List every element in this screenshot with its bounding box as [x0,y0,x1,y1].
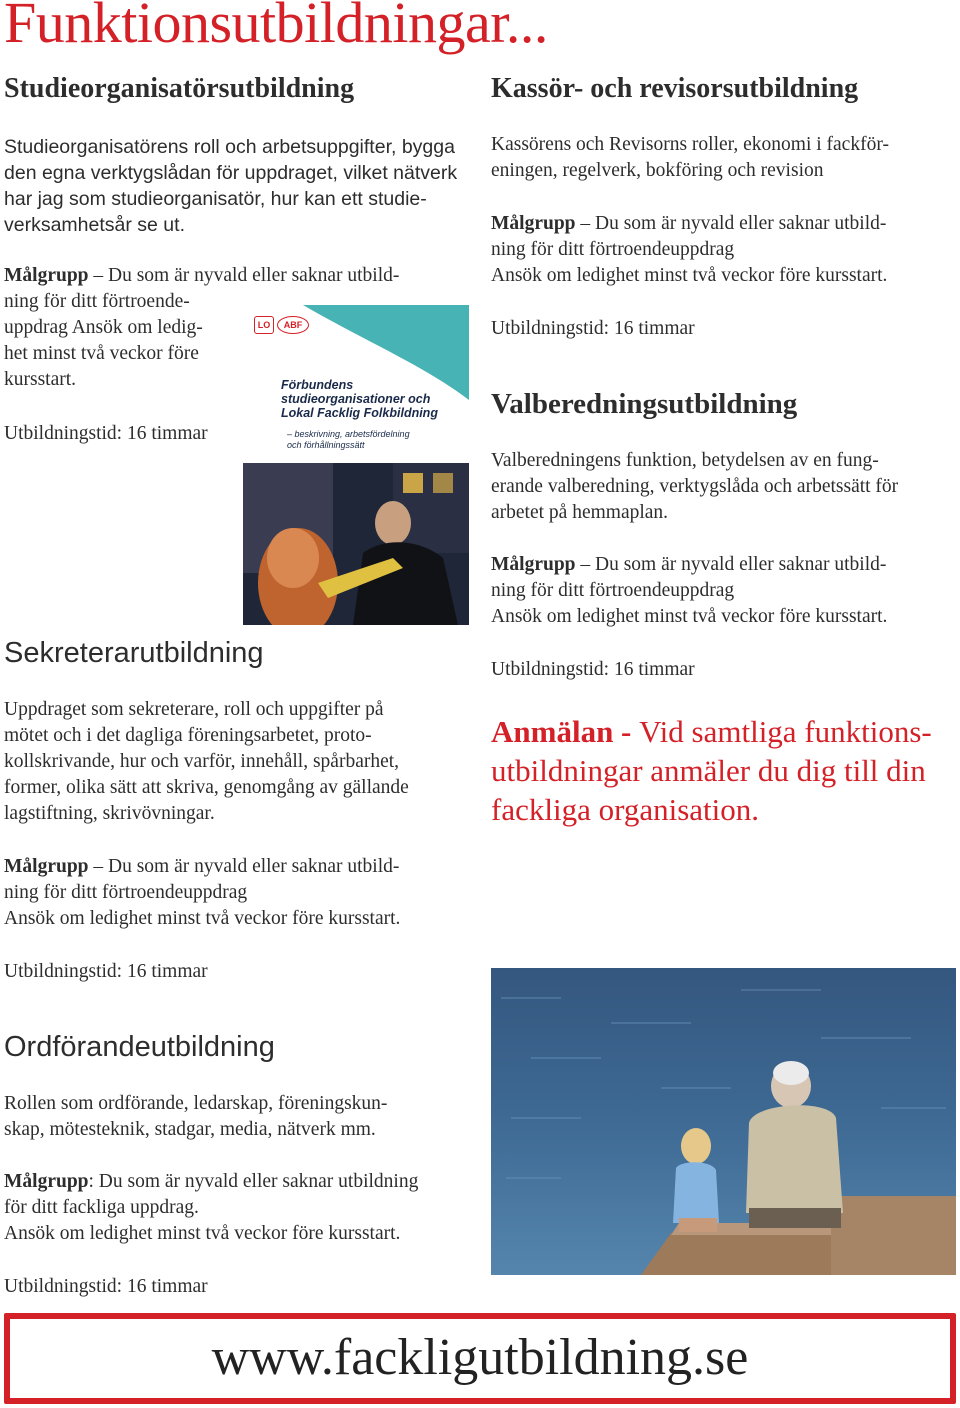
anmalan-notice [491,712,932,829]
brochure-subtitle-line: – beskrivning, arbetsfördelning [287,429,410,439]
text-line: – Du som är nyvald eller saknar utbild- [88,265,400,286]
valberedning-description [491,448,898,526]
anmalan-line: Vid samtliga funktions- [639,714,932,749]
footer-banner [4,1313,956,1404]
text-line: Ansök om ledighet minst två veckor före kursstart. [491,606,888,627]
brochure-title-line: Förbundens [281,378,354,392]
footer-inner [10,1319,950,1398]
kassor-description [491,132,889,184]
text-line: lagstiftning, skrivövningar. [4,803,215,824]
kassor-duration: Utbildningstid: 16 timmar [491,318,695,339]
page-title: Funktionsutbildningar... [4,0,548,55]
text-line: kursstart. [4,369,77,390]
text-line: ning för ditt förtroende- [4,291,190,312]
text-line: erande valberedning, verktygslåda och arbetssätt för [491,476,899,497]
malgrupp-label: Målgrupp [491,554,576,575]
studieorganisator-description [4,134,457,238]
text-line: Ansök om ledighet minst två veckor före kursstart. [491,265,888,286]
malgrupp-label: Målgrupp [4,1171,89,1192]
malgrupp-label: Målgrupp [4,265,89,286]
brochure-cover-image [243,305,469,625]
anmalan-line: utbildningar anmäler du dig till din [491,753,926,788]
text-line: eningen, regelverk, bokföring och revision [491,160,824,181]
text-line: former, olika sätt att skriva, genomgång av gällande [4,777,409,798]
abf-logo: ABF [277,316,309,334]
text-line: har jag som studieorganisatör, hur kan ett studie- [4,188,427,210]
lake-photo [491,968,956,1275]
brochure-title-line: studieorganisationer och [281,392,431,406]
brochure-title [281,378,469,420]
text-line: kollskrivande, hur och varför, innehåll, spårbarhet, [4,751,400,772]
text-line: arbetet på hemmaplan. [491,502,669,523]
lake-scene [491,968,956,1275]
anmalan-line: fackliga organisation. [491,792,760,827]
brochure-photo-scene [243,463,469,625]
text-line: Ansök om ledighet minst två veckor före kursstart. [4,908,401,929]
kassor-heading: Kassör- och revisorsutbildning [491,73,859,104]
text-line: Ansök om ledighet minst två veckor före kursstart. [4,1223,401,1244]
text-line: – Du som är nyvald eller saknar utbild- [575,213,887,234]
brochure-photo [243,463,469,625]
anmalan-label: Anmälan - [491,714,640,749]
text-line: för ditt fackliga uppdrag. [4,1197,199,1218]
ordforande-malgrupp [4,1169,418,1247]
text-line: Uppdraget som sekreterare, roll och uppgifter på [4,699,384,720]
text-line: skap, mötesteknik, stadgar, media, nätverk mm. [4,1119,376,1140]
ordforande-description [4,1091,387,1143]
text-line: mötet och i det dagliga föreningsarbetet, proto- [4,725,372,746]
sekreterar-duration: Utbildningstid: 16 timmar [4,961,208,982]
valberedning-malgrupp [491,552,887,630]
sekreterar-description [4,697,409,827]
text-line: ning för ditt förtroendeuppdrag [491,580,735,601]
brochure-subtitle-line: och förhållningssätt [287,440,365,450]
lo-logo: LO [254,316,274,334]
valberedning-heading: Valberedningsutbildning [491,388,798,420]
text-line: uppdrag Ansök om ledig- [4,317,203,338]
text-line: verksamhetsår se ut. [4,214,185,236]
text-line: : Du som är nyvald eller saknar utbildning [88,1171,419,1192]
text-line: Rollen som ordförande, ledarskap, föreningskun- [4,1093,388,1114]
website-link[interactable]: www.fackligutbildning.se [211,1329,749,1386]
malgrupp-label: Målgrupp [4,856,89,877]
ordforande-duration: Utbildningstid: 16 timmar [4,1276,208,1297]
kassor-malgrupp [491,211,887,289]
studieorganisator-duration: Utbildningstid: 16 timmar [4,423,208,444]
text-line: Studieorganisatörens roll och arbetsuppgifter, bygga [4,136,455,158]
text-line: den egna verktygslådan för uppdraget, vilket nätverk [4,162,458,184]
text-line: ning för ditt förtroendeuppdrag [4,882,248,903]
text-line: Kassörens och Revisorns roller, ekonomi i fackför- [491,134,889,155]
text-line: – Du som är nyvald eller saknar utbild- [88,856,400,877]
brochure-subtitle [287,429,467,451]
sekreterar-malgrupp [4,854,400,932]
text-line: Valberedningens funktion, betydelsen av en fung- [491,450,879,471]
sekreterar-heading: Sekreterarutbildning [4,637,264,669]
brochure-title-line: Lokal Facklig Folkbildning [281,406,438,420]
studieorganisator-heading: Studieorganisatörsutbildning [4,73,355,104]
text-line: het minst två veckor före [4,343,199,364]
valberedning-duration: Utbildningstid: 16 timmar [491,659,695,680]
text-line: – Du som är nyvald eller saknar utbild- [575,554,887,575]
ordforande-heading: Ordförandeutbildning [4,1031,275,1063]
text-line: ning för ditt förtroendeuppdrag [491,239,735,260]
malgrupp-label: Målgrupp [491,213,576,234]
